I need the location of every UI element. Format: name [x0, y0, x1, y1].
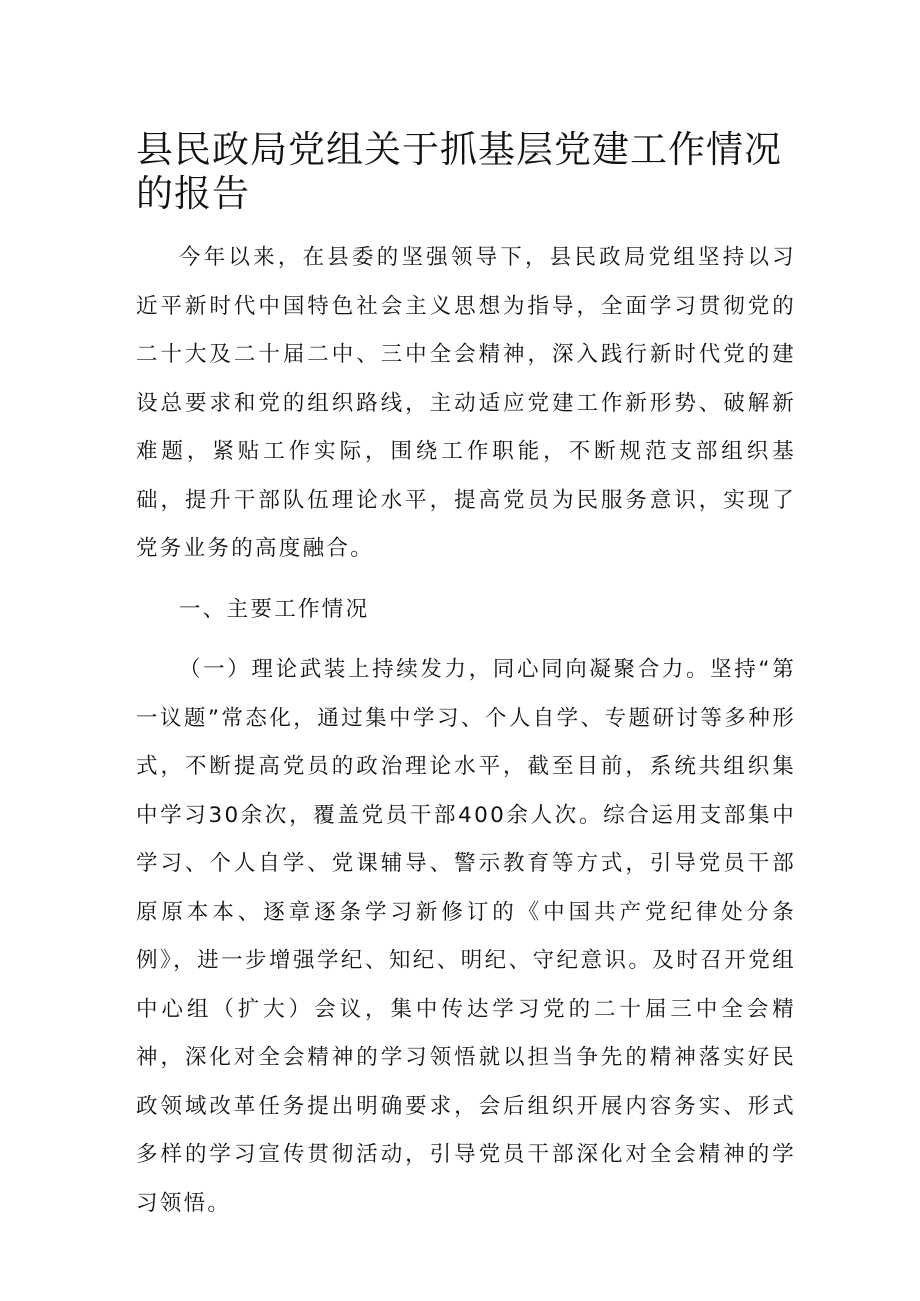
section-heading: 一、主要工作情况: [179, 597, 370, 622]
section-one-paragraph: （一）理论武装上持续发力，同心同向凝聚合力。坚持“第一议题”常态化，通过集中学习、个人自学、专题研讨等多种形式，不断提高党员的政治理论水平，截至目前，系统共组织集中学习30余次，覆盖党员干部400余人次。综合运用支部集中学习、个人自学、党课辅导、警示教育等方式，引导党员干部原原本本、逐章逐条学习新修订的《中国共产党纪律处分条例》，进一步增强学纪、知纪、明纪、守纪意识。及时召开党组中心组（扩大）会议，集中传达学习党的二十届三中全会精神，深化对全会精神的学习领悟就以担当争先的精神落实好民政领域改革任务提出明确要求，会后组织开展内容务实、形式多样的学习宣传贯彻活动，引导党员干部深化对全会精神的学习领悟。: [136, 657, 796, 1216]
intro-paragraph: 今年以来，在县委的坚强领导下，县民政局党组坚持以习近平新时代中国特色社会主义思想为指导，全面学习贯彻党的二十大及二十届二中、三中全会精神，深入践行新时代党的建设总要求和党的组织路线，主动适应党建工作新形势、破解新难题，紧贴工作实际，围绕工作职能，不断规范支部组织基础，提升干部队伍理论水平，提高党员为民服务意识，实现了党务业务的高度融合。: [136, 245, 796, 561]
document-title: 县民政局党组关于抓基层党建工作情况的报告: [136, 128, 782, 215]
